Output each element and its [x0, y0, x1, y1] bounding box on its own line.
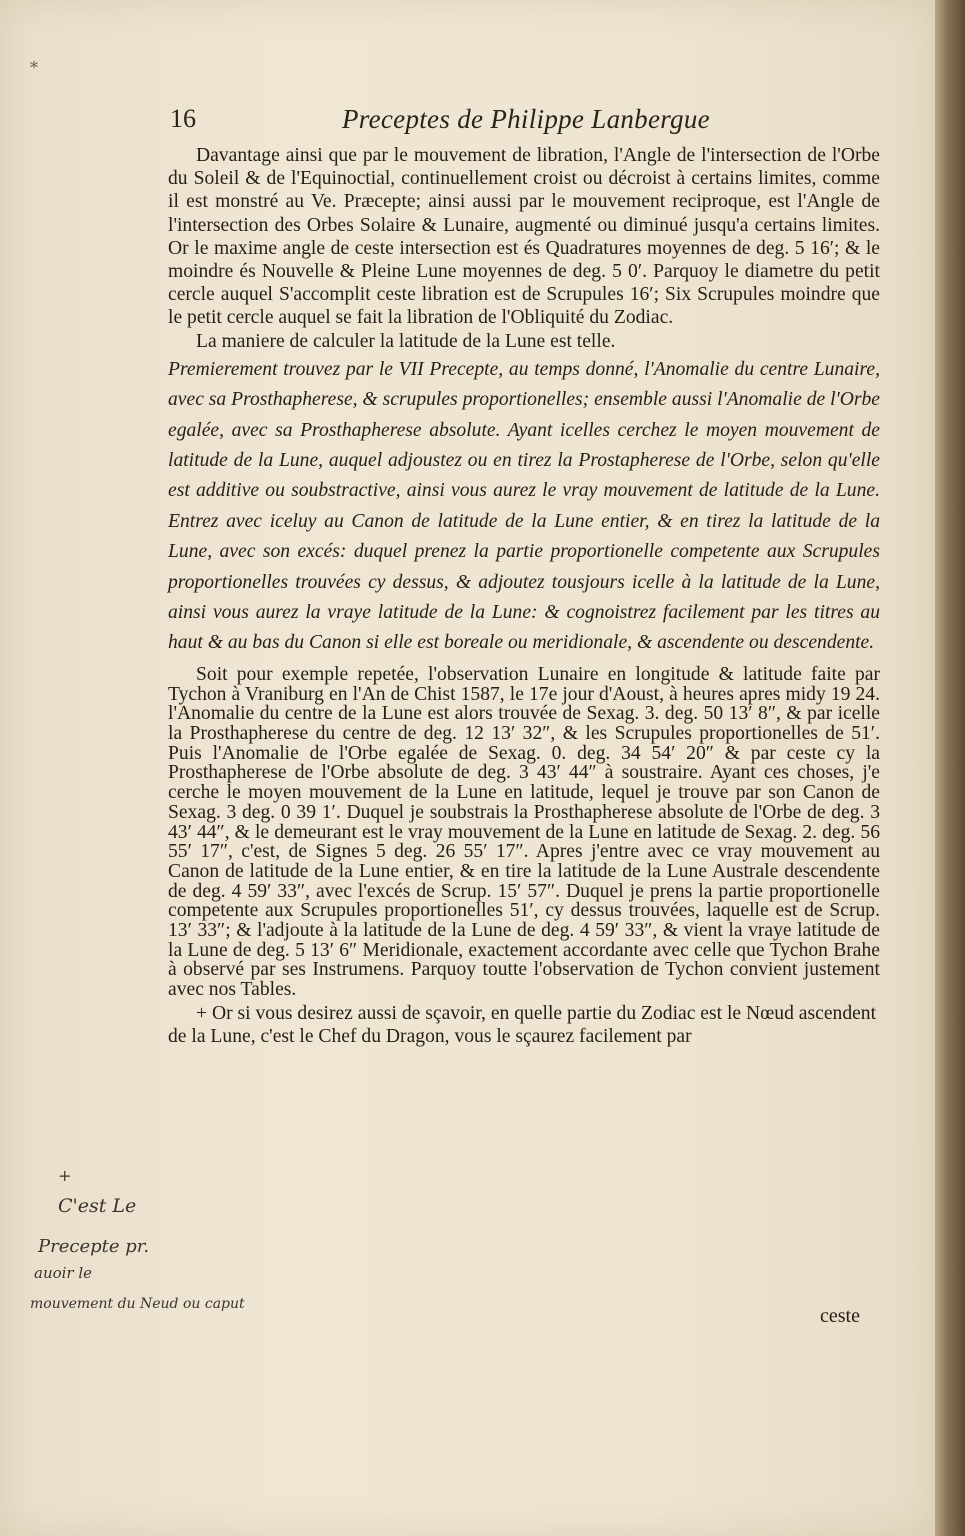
paragraph-node: + Or si vous desirez aussi de sçavoir, en quelle partie du Zodiac est le Nœud ascendent de la Lune, c'est le Chef du Dragon, vous le sçaurez facilement par — [168, 1002, 877, 1048]
margin-note-line3: auoir le — [34, 1264, 93, 1282]
margin-note-line1: C'est Le — [58, 1195, 137, 1217]
running-head-title: Preceptes de Philippe Lanbergue — [342, 104, 710, 134]
margin-note-line4: mouvement du Neud ou caput — [30, 1296, 245, 1312]
running-header — [170, 104, 885, 140]
book-spine-edge — [935, 0, 965, 1536]
main-text — [168, 144, 880, 1048]
catchword: ceste — [820, 1305, 860, 1327]
paragraph-example: Soit pour exemple repetée, l'observation Lunaire en longitude & latitude faite par Tychon à Vraniburg en l'An de Chist 1587, le 17e jour d'Aoust, à heures apres midy 19 24. l'Anomalie du centre de la Lune est alors trouvée de Sexag. 3. deg. 50 13′ 8″, & par icelle la Prosthapherese du centre de deg. 12 13′ 32″, & les Scrupules proportionelles de 51′. Puis l'Anomalie de l'Orbe egalée de Sexag. 0. deg. 34 54′ 20″ & par ceste cy la Prosthapherese de l'Orbe absolute de deg. 3 43′ 44″ à soustraire. Ayant ces choses, j'e cerche le moyen mouvement de la Lune en latitude, lequel je trouve par son Canon de Sexag. 3 deg. 0 39 1′. Duquel je soubstrais la Prosthapherese absolute de l'Orbe de deg. 3 43′ 44″, & le demeurant est le vray mouvement de la Lune en latitude de Sexag. 2. deg. 56 55′ 17″, c'est, de Signes 5 deg. 26 55′ 17″. Apres j'entre avec ce vray mouvement au Canon de latitude de la Lune entier, & en tire la latitude de la Lune Australe descendente de deg. 4 59′ 33″, avec l'excés de Scrup. 15′ 57″. Duquel je prens la partie proportionelle competente aux Scrupules proportionelles 51′, cy dessus trouvées, laquelle est de Scrup. 13′ 33″; & l'adjoute à la latitude de la Lune de deg. 4 59′ 33″, & vient la vraye latitude de la Lune de deg. 5 13′ 6″ Meridionale, exactement accordante avec celle que Tychon Brahe à observé par ses Instrumens. Parquoy toutte l'observation de Tychon convient justement avec nos Tables. — [168, 663, 880, 1001]
edge-mark: * — [30, 58, 38, 77]
paragraph-instructions: Premierement trouvez par le VII Precepte, au temps donné, l'Anomalie du centre Lunaire, avec sa Prosthapherese, & scrupules proportionelles; ensemble aussi l'Anomalie de l'Orbe egalée, avec sa Prosthapherese absolute. Ayant icelles cerchez le moyen mouvement de latitude de la Lune, auquel adjoustez ou en tirez la Prostapherese de l'Orbe, selon qu'elle est additive ou soubstractive, ainsi vous aurez le vray mouvement de latitude de la Lune. Entrez avec iceluy au Canon de latitude de la Lune entier, & en tirez la latitude de la Lune, avec son excés: duquel prenez la partie proportionelle competente aux Scrupules proportionelles trouvées cy dessus, & adjoutez tousjours icelle à la latitude de la Lune, ainsi vous aurez la vraye latitude de la Lune: & cognoistrez facilement par les titres au haut & au bas du Canon si elle est boreale ou meridionale, & ascendente ou descendente. — [168, 358, 881, 654]
paragraph-method-intro: La maniere de calculer la latitude de la Lune est telle. — [196, 330, 616, 352]
margin-note-line2: Precepte pr. — [38, 1236, 150, 1257]
margin-note-cross: + — [58, 1166, 72, 1185]
paragraph-libration: Davantage ainsi que par le mouvement de libration, l'Angle de l'intersection de l'Orbe du Soleil & de l'Equinoctial, continuellement croist ou décroist à certains limites, comme il est monstré au Ve. Præcepte; ainsi aussi par le mouvement reciproque, est l'Angle de l'intersection des Orbes Solaire & Lunaire, augmenté ou diminué jusqu'a certains limites. Or le maxime angle de ceste intersection est és Quadratures moyennes de deg. 5 16′; & le moindre és Nouvelle & Pleine Lune moyennes de deg. 5 0′. Parquoy le diametre du petit cercle auquel S'accomplit ceste libration est de Scrupules 16′; Six Scrupules moindre que le petit cercle auquel se fait la libration de l'Obliquité du Zodiac. — [168, 145, 880, 329]
page-number: 16 — [170, 104, 196, 133]
